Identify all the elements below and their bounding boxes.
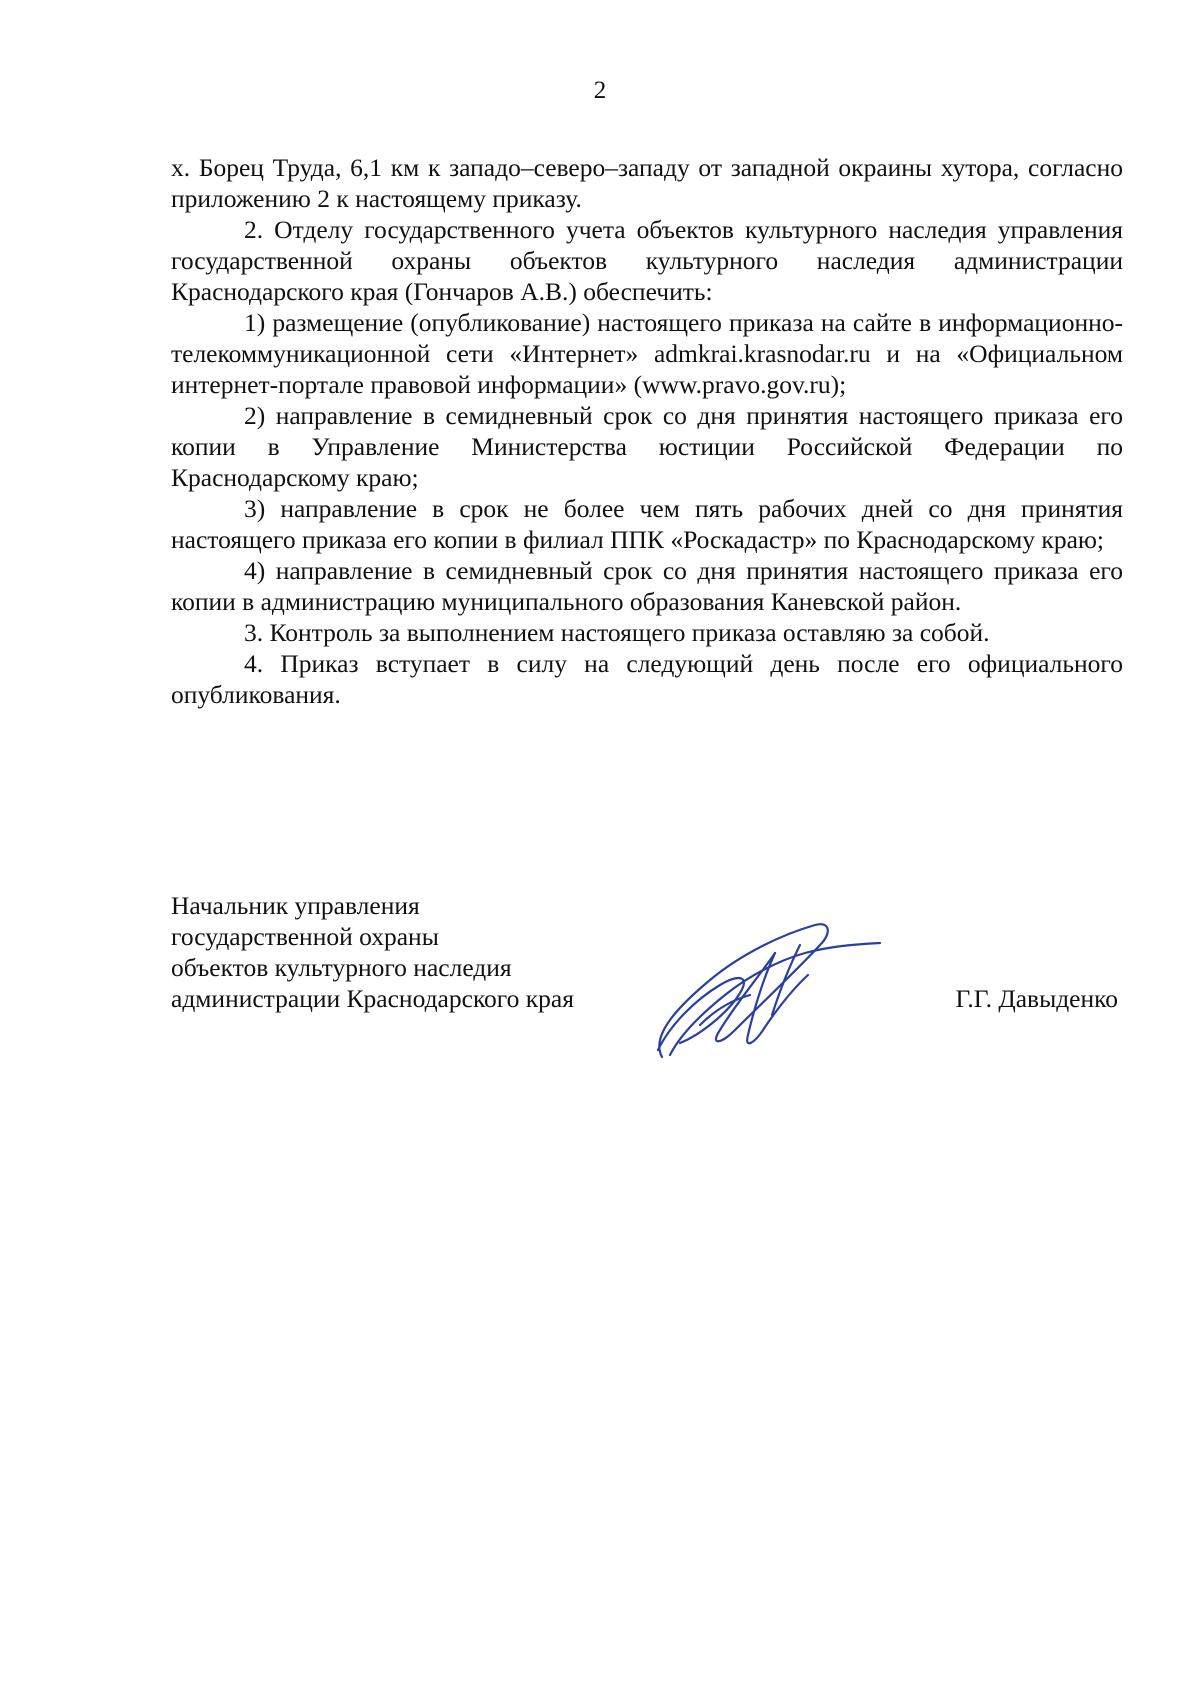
- signatory-title-line: Начальник управления: [171, 891, 420, 920]
- handwritten-signature-icon: [640, 915, 900, 1065]
- signatory-title-line: объектов культурного наследия: [171, 953, 512, 982]
- page-number: 2: [593, 77, 607, 104]
- paragraph-subitem-4: 4) направление в семидневный срок со дня принятия настоящего приказа его копии в администрацию муниципального образования Каневской район.: [171, 556, 1123, 616]
- paragraph-item-2: 2. Отделу государственного учета объектов культурного наследия управления государственной охраны объектов культурного наследия администрации Краснодарского края (Гончаров А.В.) обеспечить:: [171, 215, 1123, 306]
- paragraph-item-3: 3. Контроль за выполнением настоящего приказа оставляю за собой.: [244, 618, 990, 647]
- document-body: [171, 152, 1123, 710]
- paragraph-subitem-2: 2) направление в семидневный срок со дня принятия настоящего приказа его копии в Управление Министерства юстиции Российской Федерации по Краснодарскому краю;: [171, 401, 1123, 492]
- signatory-title: [171, 890, 574, 1014]
- paragraph-continuation: х. Борец Труда, 6,1 км к западо–северо–западу от западной окраины хутора, согласно приложению 2 к настоящему приказу.: [171, 153, 1123, 213]
- signatory-title-line: государственной охраны: [171, 922, 439, 951]
- signatory-title-line: администрации Краснодарского края: [171, 984, 574, 1013]
- paragraph-item-4: 4. Приказ вступает в силу на следующий день после его официального опубликования.: [171, 649, 1123, 709]
- paragraph-subitem-1: 1) размещение (опубликование) настоящего приказа на сайте в информационно-телекоммуникационной сети «Интернет» admkrai.krasnodar.ru и на «Официальном интернет-портале правовой информации» (www.pravo.gov.ru);: [171, 308, 1123, 399]
- signatory-name: Г.Г. Давыденко: [955, 984, 1118, 1013]
- paragraph-subitem-3: 3) направление в срок не более чем пять рабочих дней со дня принятия настоящего приказа его копии в филиал ППК «Роскадастр» по Краснодарскому краю;: [171, 494, 1123, 554]
